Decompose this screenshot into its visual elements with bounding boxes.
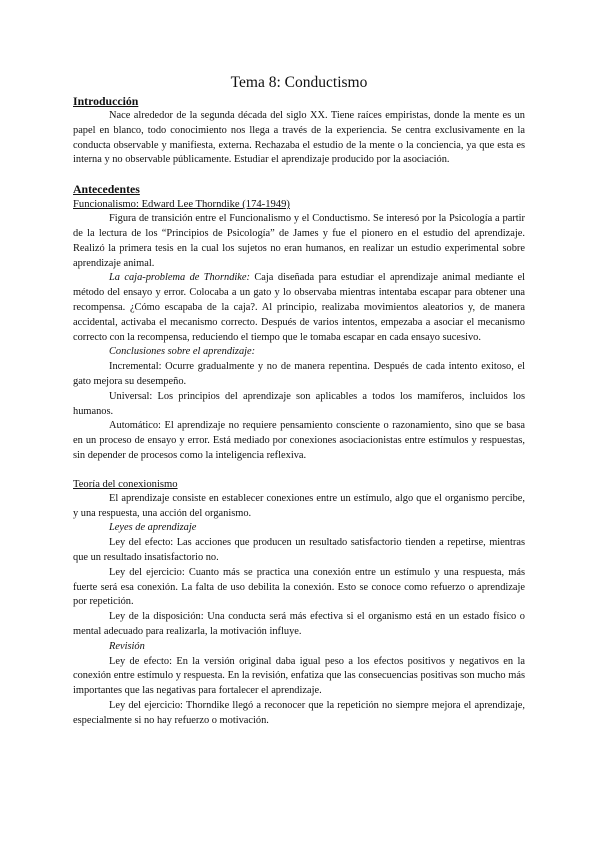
revision-label: Revisión (109, 640, 145, 652)
conclusion-incremental: Incremental: Ocurre gradualmente y no de manera repentina. Después de cada intento exitoso, el gato mejora su desempeño. (73, 361, 525, 387)
conexionismo-paragraph: El aprendizaje consiste en establecer conexiones entre un estímulo, algo que el organismo percibe, y una respuesta, una acción del organismo. (73, 492, 525, 519)
ley-ejercicio: Ley del ejercicio: Cuanto más se practica una conexión entre un estímulo y una respuesta, más fuerte será esa conexión. La falta de uso debilita la conexión. Esto se conoce como refuerzo o aprendizaje por repetición. (73, 566, 525, 608)
spacer (73, 168, 525, 182)
subheading-conexionismo: Teoría del conexionismo (73, 478, 178, 490)
leyes-label: Leyes de aprendizaje (109, 522, 197, 534)
section-heading-introduccion: Introducción (73, 94, 139, 108)
revision-ley-efecto: Ley de efecto: En la versión original daba igual peso a los efectos positivos y negativos en la conexión entre estímulo y respuesta. En la revisión, enfatiza que las consecuencias positivas son mucho más importantes que las negativas para fortalecer el aprendizaje. (73, 655, 525, 697)
conclusion-universal: Universal: Los principios del aprendizaje son aplicables a todos los mamíferos, incluidos los humanos. (73, 390, 525, 417)
intro-paragraph: Nace alrededor de la segunda década del siglo XX. Tiene raíces empiristas, donde la mente es un papel en blanco, todo conocimiento nos llega a través de la experiencia. Se centra exclusivamente en la conducta observable y manifiesta, externa. Rechazaba el estudio de la mente o la conciencia, ya que esta es interna y no observable públicamente. Estudiar el aprendizaje producido por la asociación. (73, 110, 525, 166)
conclusiones-label: Conclusiones sobre el aprendizaje: (109, 346, 256, 358)
caja-problema-label: La caja-problema de Thorndike: (109, 272, 250, 284)
document-page (73, 73, 525, 728)
revision-ley-ejercicio: Ley del ejercicio: Thorndike llegó a reconocer que la repetición no siempre mejora el aprendizaje, especialmente si no hay refuerzo o motivación. (73, 699, 525, 726)
section-heading-antecedentes: Antecedentes (73, 182, 140, 197)
ley-disposicion: Ley de la disposición: Una conducta será más efectiva si el organismo está en un estado físico o mental adecuado para realizarla, la motivación influye. (73, 611, 525, 637)
ley-efecto: Ley del efecto: Las acciones que producen un resultado satisfactorio tienden a repetirse, mientras que un resultado insatisfactorio no. (73, 537, 525, 563)
subheading-funcionalismo: Funcionalismo: Edward Lee Thorndike (174-1949) (73, 199, 290, 211)
caja-problema-text: Caja diseñada para estudiar el aprendizaje animal mediante el método del ensayo y error. Colocaba a un gato y lo observaba mientras intentaba escapar para obtener una recompensa. ¿Cómo escapaba de la caja?. Al principio, realizaba movimientos aleatorios y, de manera accidental, activaba el mecanismo correcto. Después de varios intentos, empezaba a asociar el mecanismo correcto con la recompensa, reduciendo el tiempo que le tomaba escapar en cada ensayo sucesivo. (73, 272, 525, 343)
document-title: Tema 8: Conductismo (230, 74, 368, 91)
caja-problema-paragraph (73, 271, 525, 345)
thorndike-paragraph: Figura de transición entre el Funcionalismo y el Conductismo. Se interesó por la Psicología a partir de la lectura de los “Principios de Psicología” de James y fue el pionero en el estudio del aprendizaje. Realizó la primera tesis en la cual los sujetos no eran humanos, en realizar un estudio experimental sobre aprendizaje animal. (73, 213, 525, 269)
conclusion-automatico: Automático: El aprendizaje no requiere pensamiento consciente o razonamiento, sino que se basa en un proceso de ensayo y error. Está mediado por conexiones asociacionistas entre estímulos y respuestas, sin depender de procesos como la inteligencia reflexiva. (73, 420, 525, 461)
spacer (73, 464, 525, 477)
